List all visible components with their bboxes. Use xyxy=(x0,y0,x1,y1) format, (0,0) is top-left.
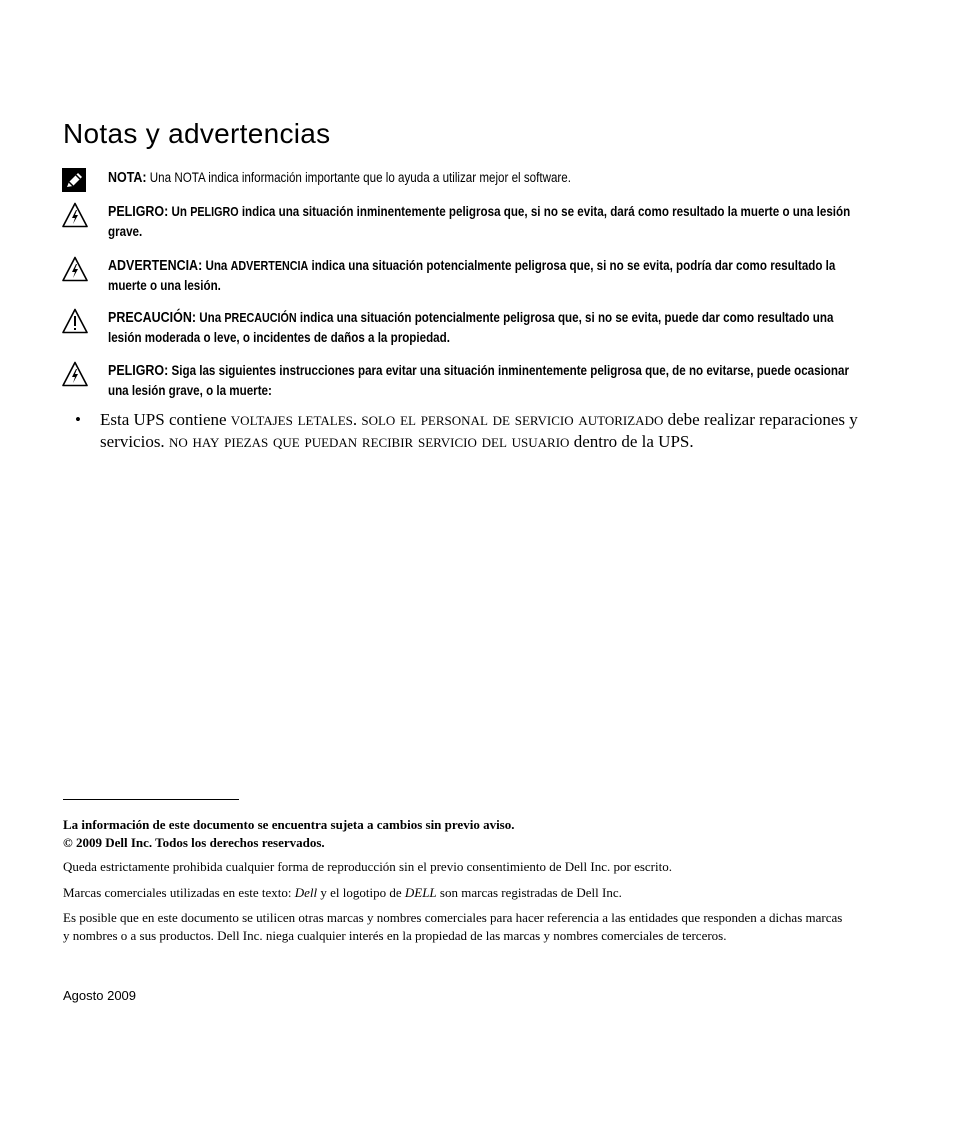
notice-label: PRECAUCIÓN: xyxy=(108,310,196,326)
publication-date: Agosto 2009 xyxy=(63,988,137,1003)
footer-reproduction: Queda estrictamente prohibida cualquier forma de reproducción sin el previo consentimiento de Dell Inc. por escrito. xyxy=(63,859,672,874)
caution-triangle-icon xyxy=(62,308,88,334)
bullet-list-item: • Esta UPS contiene voltajes letales. solo el personal de servicio autorizado debe realizar reparaciones y servicios. no hay piezas que puedan recibir servicio del usuario dentro de la UPS. xyxy=(75,409,858,452)
footer-divider xyxy=(63,799,239,800)
footer-other-trademarks: Es posible que en este documento se utilicen otras marcas y nombres comerciales para hacer referencia a las entidades que responden a dichas marcas y nombres o a sus productos. Dell Inc. niega cualquier interés en la propiedad de las marcas y nombres comerciales de terceros. xyxy=(63,910,843,943)
lightning-warning-icon xyxy=(62,361,88,387)
footer-trademarks: Marcas comerciales utilizadas en este texto: Dell y el logotipo de DELL son marcas registradas de Dell Inc. xyxy=(63,885,622,900)
bullet-marker: • xyxy=(75,410,81,429)
lightning-warning-icon xyxy=(62,202,88,228)
note-pencil-icon xyxy=(62,168,88,194)
notice-text: Una NOTA indica información importante que lo ayuda a utilizar mejor el software. xyxy=(146,170,571,185)
page-title: Notas y advertencias xyxy=(63,118,331,149)
notice-label: NOTA: xyxy=(108,170,147,186)
notice-label: ADVERTENCIA: xyxy=(108,258,203,274)
notice-label: PELIGRO: xyxy=(108,363,169,379)
notice-label: PELIGRO: xyxy=(108,204,169,220)
footer-notice: La información de este documento se encuentra sujeta a cambios sin previo aviso. © 2009 Dell Inc. Todos los derechos reservados. xyxy=(63,817,515,850)
lightning-warning-icon xyxy=(62,256,88,282)
